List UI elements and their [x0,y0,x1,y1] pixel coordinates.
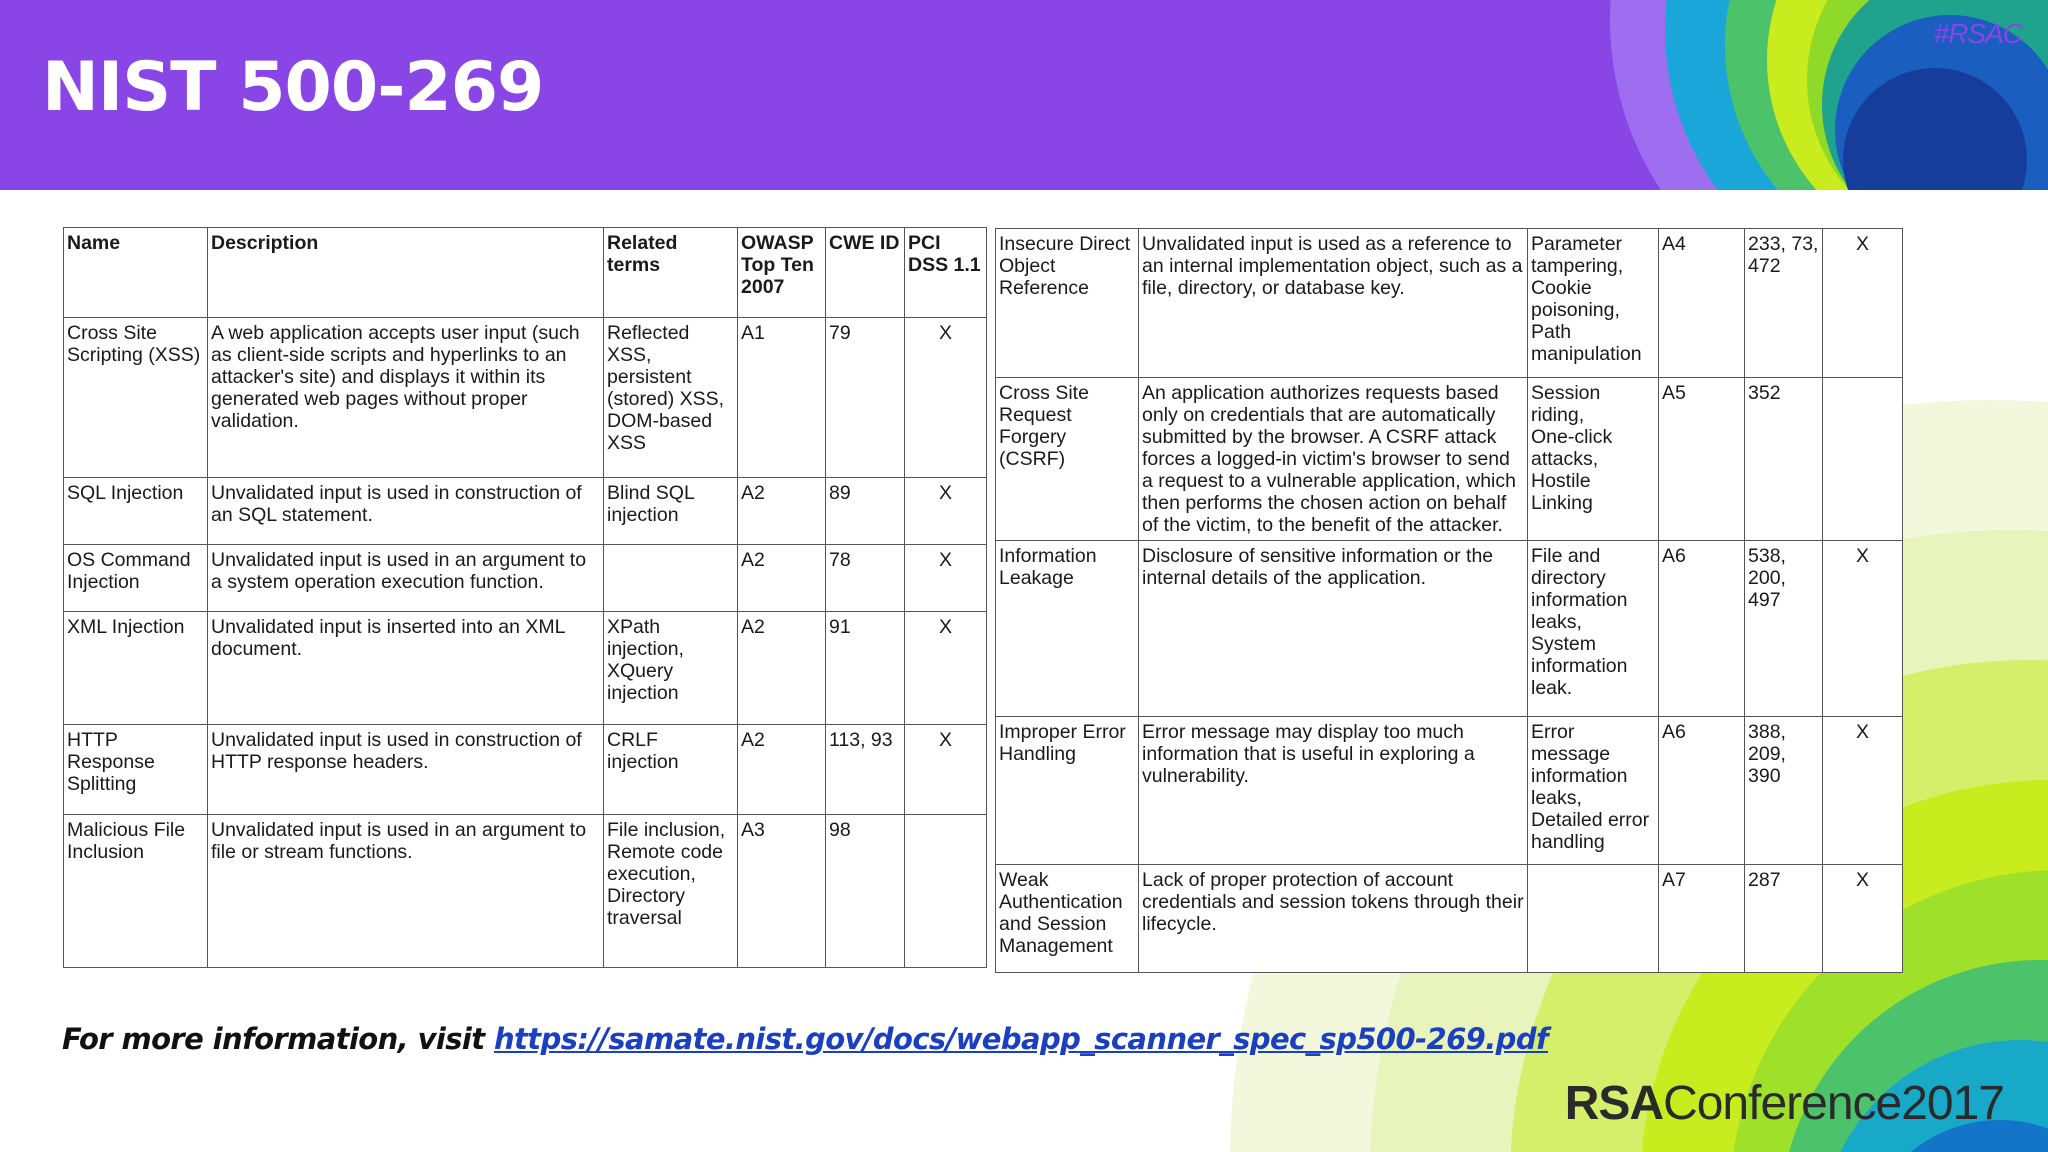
header-related-terms: Related terms [604,228,738,318]
row-pci-dss: X [905,545,987,612]
row-owasp: A6 [1659,541,1745,717]
row-name: Insecure Direct Object Reference [996,229,1139,378]
table-row [64,725,987,815]
row-owasp: A7 [1659,865,1745,973]
row-description: Unvalidated input is used as a reference to an internal implementation object, such as a file, directory, or database key. [1139,229,1528,378]
row-owasp: A2 [738,478,826,545]
row-description: Disclosure of sensitive information or the internal details of the application. [1139,541,1528,717]
row-name: OS Command Injection [64,545,208,612]
logo-rsa: RSA [1564,1077,1664,1130]
footer-text: For more information, visit [62,1022,494,1056]
row-description: Unvalidated input is used in construction of HTTP response headers. [208,725,604,815]
row-cwe-id: 352 [1745,378,1823,541]
row-owasp: A1 [738,318,826,478]
row-name: Improper Error Handling [996,717,1139,865]
row-owasp: A3 [738,815,826,968]
slide-title: NIST 500-269 [42,48,544,127]
header-cwe-id: CWE ID [826,228,905,318]
header-description: Description [208,228,604,318]
row-related-terms: File and directory information leaks, System information leak. [1528,541,1659,717]
row-cwe-id: 79 [826,318,905,478]
table-header-row [64,228,987,318]
table-row [64,612,987,725]
row-pci-dss: X [905,612,987,725]
row-pci-dss [1823,378,1903,541]
row-cwe-id: 287 [1745,865,1823,973]
table-row [64,318,987,478]
row-owasp: A4 [1659,229,1745,378]
row-cwe-id: 538, 200, 497 [1745,541,1823,717]
row-related-terms: XPath injection, XQuery injection [604,612,738,725]
table-row [996,865,1903,973]
row-description: A web application accepts user input (such as client-side scripts and hyperlinks to an attacker's site) and displays it within its generated web pages without proper validation. [208,318,604,478]
row-cwe-id: 91 [826,612,905,725]
table-row [996,541,1903,717]
row-name: Information Leakage [996,541,1139,717]
row-pci-dss: X [1823,229,1903,378]
header-name: Name [64,228,208,318]
row-related-terms: Blind SQL injection [604,478,738,545]
row-name: HTTP Response Splitting [64,725,208,815]
row-cwe-id: 78 [826,545,905,612]
row-description: Lack of proper protection of account credentials and session tokens through their lifecycle. [1139,865,1528,973]
row-description: Error message may display too much information that is useful in exploring a vulnerability. [1139,717,1528,865]
row-name: XML Injection [64,612,208,725]
rsa-conference-logo [1565,1076,2004,1131]
table-row [996,717,1903,865]
row-pci-dss: X [1823,541,1903,717]
rsac-hashtag: #RSAC [1933,18,2022,49]
footer-note [62,1022,1548,1056]
row-name: SQL Injection [64,478,208,545]
vulnerability-table-left [63,227,987,968]
row-cwe-id: 388, 209, 390 [1745,717,1823,865]
row-description: Unvalidated input is used in an argument to a system operation execution function. [208,545,604,612]
title-bar [0,0,2048,190]
table-row [996,378,1903,541]
row-description: Unvalidated input is used in construction of an SQL statement. [208,478,604,545]
row-related-terms: File inclusion, Remote code execution, Directory traversal [604,815,738,968]
row-pci-dss: X [905,478,987,545]
logo-conference: Conference2017 [1663,1077,2004,1130]
row-owasp: A2 [738,545,826,612]
header-pci-dss: PCI DSS 1.1 [905,228,987,318]
row-related-terms: Reflected XSS, persistent (stored) XSS, DOM-based XSS [604,318,738,478]
row-description: Unvalidated input is inserted into an XML document. [208,612,604,725]
row-description: Unvalidated input is used in an argument to file or stream functions. [208,815,604,968]
row-related-terms [604,545,738,612]
table-row [996,229,1903,378]
row-pci-dss [905,815,987,968]
row-related-terms: Parameter tampering, Cookie poisoning, Path manipulation [1528,229,1659,378]
header-owasp: OWASP Top Ten 2007 [738,228,826,318]
row-pci-dss: X [905,318,987,478]
row-related-terms: Error message information leaks, Detailed error handling [1528,717,1659,865]
row-pci-dss: X [905,725,987,815]
nist-spec-link[interactable]: https://samate.nist.gov/docs/webapp_scanner_spec_sp500-269.pdf [494,1022,1549,1056]
row-owasp: A2 [738,725,826,815]
table-row [64,545,987,612]
row-cwe-id: 233, 73, 472 [1745,229,1823,378]
row-description: An application authorizes requests based only on credentials that are automatically submitted by the browser. A CSRF attack forces a logged-in victim's browser to send a request to a vulnerable application, which then performs the chosen action on behalf of the victim, to the benefit of the attacker. [1139,378,1528,541]
row-name: Cross Site Scripting (XSS) [64,318,208,478]
row-cwe-id: 89 [826,478,905,545]
row-owasp: A5 [1659,378,1745,541]
row-related-terms [1528,865,1659,973]
row-pci-dss: X [1823,717,1903,865]
row-pci-dss: X [1823,865,1903,973]
row-related-terms: Session riding, One-click attacks, Hostile Linking [1528,378,1659,541]
row-owasp: A6 [1659,717,1745,865]
row-owasp: A2 [738,612,826,725]
vulnerability-table-right [995,228,1903,973]
row-name: Cross Site Request Forgery (CSRF) [996,378,1139,541]
row-name: Malicious File Inclusion [64,815,208,968]
row-name: Weak Authentication and Session Management [996,865,1139,973]
table-row [64,478,987,545]
row-related-terms: CRLF injection [604,725,738,815]
row-cwe-id: 98 [826,815,905,968]
row-cwe-id: 113, 93 [826,725,905,815]
table-row [64,815,987,968]
